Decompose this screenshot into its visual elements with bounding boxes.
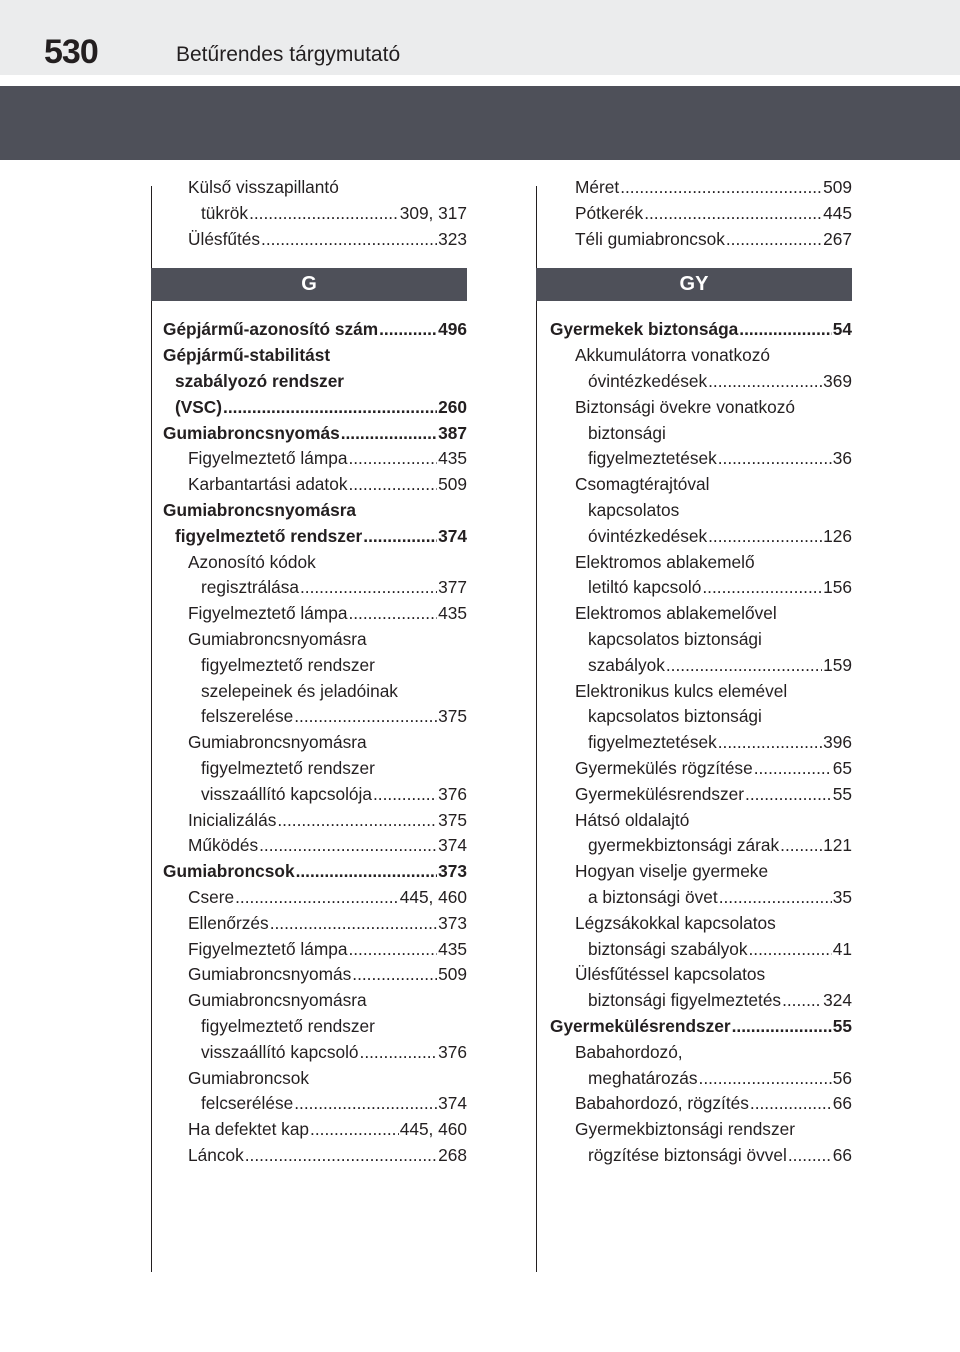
- index-entry: [550, 343, 852, 369]
- index-entry: [163, 601, 467, 627]
- index-entry: [163, 369, 467, 395]
- dot-leader: [379, 317, 437, 343]
- index-entry: [163, 859, 467, 885]
- entry-page-ref: 375: [438, 706, 467, 727]
- dot-leader: [261, 227, 437, 253]
- index-entry: [550, 317, 852, 343]
- entry-term: biztonsági szabályok: [588, 938, 748, 959]
- dot-leader: [750, 1091, 832, 1117]
- dot-leader: [373, 782, 437, 808]
- dot-leader: [310, 1117, 399, 1143]
- entry-term: Babahordozó,: [575, 1041, 683, 1062]
- entry-term: kapcsolatos: [588, 499, 680, 520]
- header-band: [0, 86, 960, 160]
- dot-leader: [732, 1014, 832, 1040]
- entry-page-ref: 126: [823, 525, 852, 546]
- dot-leader: [718, 730, 822, 756]
- entry-page-ref: 376: [438, 1041, 467, 1062]
- entry-term: figyelmeztető rendszer: [175, 525, 363, 546]
- index-entry: [163, 833, 467, 859]
- entry-term: Ülésfűtéssel kapcsolatos: [575, 964, 766, 985]
- entry-term: figyelmeztetések: [588, 448, 717, 469]
- dot-leader: [702, 575, 822, 601]
- index-entry: [163, 756, 467, 782]
- entry-term: Elektromos ablakemelő: [575, 551, 755, 572]
- entry-term: Elektronikus kulcs elemével: [575, 680, 788, 701]
- dot-leader: [739, 317, 832, 343]
- entry-term: Inicializálás: [188, 809, 277, 830]
- entry-term: szabályozó rendszer: [175, 370, 345, 391]
- index-entry: [163, 730, 467, 756]
- index-entry: [550, 498, 852, 524]
- index-entry: [163, 227, 467, 253]
- entry-term: Ülésfűtés: [188, 228, 261, 249]
- entry-term: Láncok: [188, 1144, 244, 1165]
- entry-term: Gumiabroncsnyomásra: [188, 732, 367, 753]
- dot-leader: [718, 446, 832, 472]
- entry-term: biztonsági figyelmeztetés: [588, 990, 782, 1011]
- entry-term: Gyermekülés rögzítése: [575, 757, 753, 778]
- dot-leader: [745, 782, 832, 808]
- entry-term: kapcsolatos biztonsági: [588, 628, 762, 649]
- entry-term: Gumiabroncsok: [163, 861, 295, 882]
- entry-page-ref: 374: [438, 1093, 467, 1114]
- dot-leader: [780, 833, 822, 859]
- dot-leader: [300, 575, 437, 601]
- index-entry: [163, 421, 467, 447]
- entry-term: figyelmeztető rendszer: [201, 757, 375, 778]
- entry-page-ref: 66: [832, 1144, 852, 1165]
- entry-page-ref: 309, 317: [399, 202, 467, 223]
- entry-term: visszaállító kapcsolója: [201, 783, 372, 804]
- entry-page-ref: 509: [438, 474, 467, 495]
- entry-page-ref: 509: [438, 964, 467, 985]
- entry-page-ref: 65: [832, 757, 852, 778]
- entry-term: Gyermekülésrendszer: [575, 783, 745, 804]
- entry-page-ref: 54: [832, 319, 852, 340]
- entry-term: Figyelmeztető lámpa: [188, 603, 348, 624]
- entry-term: Hogyan viselje gyermeke: [575, 861, 769, 882]
- entry-term: tükrök: [201, 202, 249, 223]
- index-entry: [163, 988, 467, 1014]
- index-entry: [163, 343, 467, 369]
- entry-term: Gyermekülésrendszer: [550, 1015, 731, 1036]
- index-entry: [550, 937, 852, 963]
- entry-term: Gyermekek biztonsága: [550, 319, 739, 340]
- entry-page-ref: 445, 460: [399, 1119, 467, 1140]
- entry-term: Csomagtérajtóval: [575, 474, 710, 495]
- dot-leader: [708, 524, 822, 550]
- entry-term: Gépjármű-stabilitást: [163, 345, 331, 366]
- entry-term: Akkumulátorra vonatkozó: [575, 345, 770, 366]
- entry-page-ref: 374: [438, 525, 467, 546]
- index-entry: [163, 446, 467, 472]
- index-entry: [550, 911, 852, 937]
- index-entry: [550, 756, 852, 782]
- entry-page-ref: 41: [832, 938, 852, 959]
- dot-leader: [341, 421, 437, 447]
- index-entry: [163, 498, 467, 524]
- entry-page-ref: 55: [832, 783, 852, 804]
- entry-page-ref: 156: [823, 577, 852, 598]
- index-entry: [163, 524, 467, 550]
- entry-term: Biztonsági övekre vonatkozó: [575, 396, 795, 417]
- index-entry: [550, 782, 852, 808]
- entry-term: Figyelmeztető lámpa: [188, 448, 348, 469]
- entry-term: Külső visszapillantó: [188, 177, 339, 197]
- index-entry: [550, 575, 852, 601]
- index-entry: [550, 201, 852, 227]
- index-entry: [550, 859, 852, 885]
- index-entry: [550, 227, 852, 253]
- entry-term: Ellenőrzés: [188, 912, 269, 933]
- entry-term: Figyelmeztető lámpa: [188, 938, 348, 959]
- entry-term: szelepeinek és jeladóinak: [201, 680, 398, 701]
- dot-leader: [782, 988, 822, 1014]
- entry-term: Gumiabroncsnyomásra: [188, 628, 367, 649]
- dot-leader: [296, 859, 438, 885]
- entry-term: Működés: [188, 835, 259, 856]
- entry-term: Babahordozó, rögzítés: [575, 1093, 749, 1114]
- dot-leader: [363, 524, 437, 550]
- index-entry: [163, 1143, 467, 1169]
- index-entry: [550, 1040, 852, 1066]
- dot-leader: [259, 833, 437, 859]
- entry-page-ref: 369: [823, 370, 852, 391]
- index-entry: [550, 446, 852, 472]
- dot-leader: [719, 885, 832, 911]
- entry-term: rögzítése biztonsági övvel: [588, 1144, 787, 1165]
- index-entry: [550, 1117, 852, 1143]
- entry-term: Ha defektet kap: [188, 1119, 310, 1140]
- entry-page-ref: 323: [438, 228, 467, 249]
- entry-term: Gumiabroncsnyomás: [188, 964, 352, 985]
- dot-leader: [644, 201, 822, 227]
- entry-term: gyermekbiztonsági zárak: [588, 835, 780, 856]
- entry-page-ref: 56: [832, 1067, 852, 1088]
- dot-leader: [748, 937, 831, 963]
- entry-term: visszaállító kapcsoló: [201, 1041, 359, 1062]
- index-entry: [163, 472, 467, 498]
- index-entry: [550, 627, 852, 653]
- entry-term: Hátsó oldalajtó: [575, 809, 690, 830]
- index-entry: [163, 550, 467, 576]
- index-entry: [163, 575, 467, 601]
- entry-term: letiltó kapcsoló: [588, 577, 702, 598]
- entry-term: regisztrálása: [201, 577, 299, 598]
- dot-leader: [223, 395, 437, 421]
- index-entry: [550, 601, 852, 627]
- page-title: Betűrendes tárgymutató: [176, 43, 401, 66]
- dot-leader: [270, 911, 437, 937]
- entry-page-ref: 377: [438, 577, 467, 598]
- index-entry: [163, 911, 467, 937]
- index-entry: [550, 550, 852, 576]
- index-entry: [163, 395, 467, 421]
- index-entry: [163, 1014, 467, 1040]
- index-entry: [163, 1040, 467, 1066]
- entry-page-ref: 435: [438, 938, 467, 959]
- dot-leader: [620, 175, 822, 201]
- index-entry: [163, 175, 467, 201]
- index-entry: [550, 524, 852, 550]
- entry-term: figyelmeztető rendszer: [201, 1015, 375, 1036]
- index-entry: [163, 1066, 467, 1092]
- entry-page-ref: 121: [823, 835, 852, 856]
- index-entry: [163, 704, 467, 730]
- entry-term: kapcsolatos biztonsági: [588, 706, 762, 727]
- entry-page-ref: 66: [832, 1093, 852, 1114]
- index-entry: [550, 421, 852, 447]
- dot-leader: [348, 446, 437, 472]
- dot-leader: [348, 601, 437, 627]
- index-entry: [163, 627, 467, 653]
- index-entry: [550, 369, 852, 395]
- index-entry: [550, 1091, 852, 1117]
- entry-term: figyelmeztető rendszer: [201, 654, 375, 675]
- dot-leader: [699, 1066, 832, 1092]
- dot-leader: [726, 227, 822, 253]
- index-entry: [163, 808, 467, 834]
- index-entry: [550, 988, 852, 1014]
- entry-term: óvintézkedések: [588, 370, 708, 391]
- index-entry: [550, 808, 852, 834]
- entry-term: figyelmeztetések: [588, 732, 717, 753]
- entry-page-ref: 324: [823, 990, 852, 1011]
- index-entry: [550, 1014, 852, 1040]
- dot-leader: [235, 885, 399, 911]
- entry-term: biztonsági: [588, 422, 666, 443]
- index-entry: [550, 962, 852, 988]
- index-entry: [550, 704, 852, 730]
- dot-leader: [245, 1143, 437, 1169]
- index-column-left: [151, 175, 467, 1169]
- page-number: 530: [44, 33, 98, 71]
- page-header-bar: [0, 0, 960, 75]
- index-entry: [550, 730, 852, 756]
- index-entry: [163, 679, 467, 705]
- entry-term: Gumiabroncsnyomás: [163, 422, 340, 443]
- entry-page-ref: 435: [438, 448, 467, 469]
- dot-leader: [708, 369, 822, 395]
- index-entry: [550, 472, 852, 498]
- entry-page-ref: 373: [438, 912, 467, 933]
- entry-term: Gyermekbiztonsági rendszer: [575, 1119, 795, 1140]
- entry-term: Csere: [188, 886, 235, 907]
- section-header: GY: [536, 268, 852, 301]
- entry-page-ref: 55: [832, 1015, 852, 1036]
- index-column-right: [536, 175, 852, 1169]
- entry-page-ref: 267: [823, 228, 852, 249]
- entry-term: meghatározás: [588, 1067, 698, 1088]
- entry-page-ref: 159: [823, 654, 852, 675]
- entry-page-ref: 373: [438, 861, 467, 882]
- entry-term: Gumiabroncsnyomásra: [188, 990, 367, 1011]
- entry-page-ref: 445: [823, 202, 852, 223]
- index-entry: [550, 885, 852, 911]
- entry-term: felcserélése: [201, 1093, 294, 1114]
- entry-page-ref: 374: [438, 835, 467, 856]
- entry-term: Pótkerék: [575, 202, 644, 223]
- dot-leader: [348, 937, 437, 963]
- entry-term: Méret: [575, 177, 620, 197]
- entry-term: Gépjármű-azonosító szám: [163, 319, 379, 340]
- entry-term: Karbantartási adatok: [188, 474, 348, 495]
- dot-leader: [277, 808, 437, 834]
- index-entry: [163, 653, 467, 679]
- entry-page-ref: 509: [823, 177, 852, 197]
- index-entry: [550, 833, 852, 859]
- entry-page-ref: 36: [832, 448, 852, 469]
- entry-page-ref: 435: [438, 603, 467, 624]
- dot-leader: [666, 653, 822, 679]
- entry-page-ref: 376: [438, 783, 467, 804]
- entry-term: Légzsákokkal kapcsolatos: [575, 912, 776, 933]
- index-entry: [163, 1091, 467, 1117]
- index-entry: [550, 395, 852, 421]
- index-entry: [550, 1143, 852, 1169]
- entry-page-ref: 387: [438, 422, 467, 443]
- entry-term: felszerelése: [201, 706, 294, 727]
- entry-page-ref: 35: [832, 886, 852, 907]
- entry-page-ref: 268: [438, 1144, 467, 1165]
- entry-page-ref: 396: [823, 732, 852, 753]
- dot-leader: [294, 704, 437, 730]
- index-entry: [550, 653, 852, 679]
- entry-page-ref: 260: [438, 396, 467, 417]
- dot-leader: [360, 1040, 438, 1066]
- entry-page-ref: 375: [438, 809, 467, 830]
- entry-term: szabályok: [588, 654, 665, 675]
- index-entry: [550, 1066, 852, 1092]
- entry-page-ref: 445, 460: [399, 886, 467, 907]
- entry-term: Téli gumiabroncsok: [575, 228, 725, 249]
- dot-leader: [249, 201, 399, 227]
- index-entry: [163, 782, 467, 808]
- entry-term: (VSC): [175, 396, 223, 417]
- dot-leader: [348, 472, 437, 498]
- entry-term: Azonosító kódok: [188, 551, 316, 572]
- index-entry: [550, 679, 852, 705]
- entry-page-ref: 496: [438, 319, 467, 340]
- index-entry: [163, 1117, 467, 1143]
- index-entry: [163, 317, 467, 343]
- index-entry: [550, 175, 852, 201]
- entry-term: óvintézkedések: [588, 525, 708, 546]
- index-entry: [163, 962, 467, 988]
- index-entry: [163, 885, 467, 911]
- entry-term: Elektromos ablakemelővel: [575, 603, 777, 624]
- index-entry: [163, 937, 467, 963]
- dot-leader: [352, 962, 437, 988]
- entry-term: a biztonsági övet: [588, 886, 718, 907]
- dot-leader: [754, 756, 832, 782]
- entry-term: Gumiabroncsnyomásra: [163, 499, 357, 520]
- dot-leader: [788, 1143, 832, 1169]
- section-header: G: [151, 268, 467, 301]
- dot-leader: [294, 1091, 437, 1117]
- index-entry: [163, 201, 467, 227]
- entry-term: Gumiabroncsok: [188, 1067, 310, 1088]
